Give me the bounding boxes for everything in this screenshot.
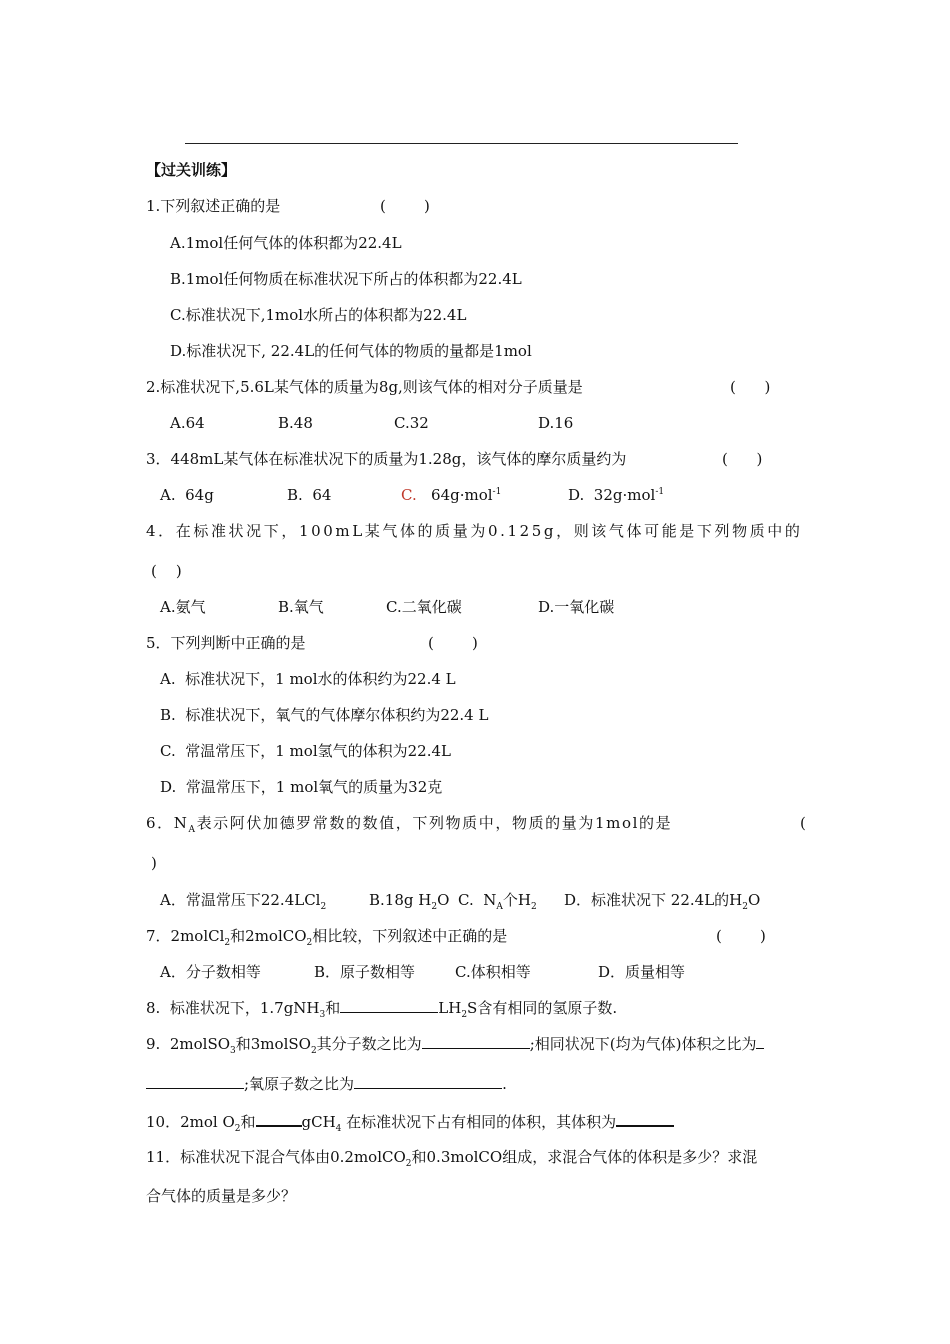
answer-blank: [616, 1111, 674, 1127]
question-1-option-c: C.标准状况下,1mol水所占的体积都为22.4L: [170, 306, 467, 324]
answer-blank: [422, 1034, 530, 1049]
question-7-option-c: C.体积相等: [455, 963, 531, 981]
question-11-line-2: 合气体的质量是多少？: [146, 1187, 297, 1205]
question-3-option-d: D. 32g·mol$^{-1}$: [568, 486, 665, 504]
question-2-option-b: B.48: [278, 414, 313, 432]
question-6-stem: 6．$N_A$表示阿伏加德罗常数的数值，下列物质中，物质的量为1mol的是: [146, 814, 673, 835]
question-9-line-1: 9. 2molSO$_3$和3molSO$_2$其分子数之比为 ;相同状况下(均为气体)体积之比为: [146, 1034, 764, 1054]
question-5-option-d: D. 常温常压下，1 mol氧气的质量为32克: [160, 778, 443, 796]
question-2-option-c: C.32: [394, 414, 429, 432]
question-5-option-a: A. 标准状况下，1 mol水的体积约为22.4 L: [160, 670, 456, 688]
question-4-paren: ( ): [151, 562, 182, 580]
question-7-option-a: A．分子数相等: [160, 963, 261, 981]
question-3-option-a: A. 64g: [160, 486, 214, 504]
question-6-option-c: C. $N_A$个$H_2$: [458, 891, 537, 912]
question-3-option-b: B. 64: [287, 486, 332, 504]
answer-blank: [340, 998, 438, 1013]
question-2-option-a: A.64: [170, 414, 205, 432]
question-7-paren: ( ): [716, 927, 766, 945]
question-6-paren-close: ): [151, 854, 157, 872]
answer-blank: [354, 1074, 502, 1089]
question-3-paren: ( ): [722, 450, 763, 468]
question-10: 10．2mol $O_2$和 gCH$_4$ 在标准状况下占有相同的体积，其体积为: [146, 1111, 674, 1132]
question-1-option-b: B.1mol任何物质在标准状况下所占的体积都为22.4L: [170, 270, 522, 288]
question-5-paren: ( ): [428, 634, 478, 652]
header-rule: [185, 143, 738, 144]
question-4-option-b: B.氧气: [278, 598, 324, 616]
question-2-paren: ( ): [730, 378, 771, 396]
question-3-stem: 3．448mL某气体在标准状况下的质量为1.28g，该气体的摩尔质量约为: [146, 450, 627, 468]
question-5-stem: 5．下列判断中正确的是: [146, 634, 306, 652]
question-1-option-a: A.1mol任何气体的体积都为22.4L: [170, 234, 402, 252]
section-title: 【过关训练】: [146, 161, 237, 179]
question-1-option-d: D.标准状况下, 22.4L的任何气体的物质的量都是1mol: [170, 342, 532, 360]
question-2-option-d: D.16: [538, 414, 574, 432]
question-9-line-2: ;氧原子数之比为 .: [146, 1074, 507, 1094]
answer-blank: [756, 1034, 764, 1049]
answer-blank: [146, 1074, 244, 1089]
question-6-paren-open: (: [800, 814, 806, 832]
question-3-option-c: C. 64g·mol$^{-1}$: [401, 486, 502, 504]
question-6-option-b: B.18g $H_2O$: [369, 891, 450, 912]
question-4-option-d: D.一氧化碳: [538, 598, 615, 616]
question-5-option-c: C. 常温常压下，1 mol氢气的体积为22.4L: [160, 742, 451, 760]
question-8: 8. 标准状况下，1.7gNH$_3$和 $LH_2S$含有相同的氢原子数.: [146, 999, 618, 1020]
question-6-option-d: D．标准状况下 22.4L的$H_2O$: [564, 891, 761, 912]
question-1-stem: 1.下列叙述正确的是: [146, 197, 281, 215]
question-7-option-d: D．质量相等: [598, 963, 686, 981]
question-6-option-a: A．常温常压下22.4LCl$_2$: [160, 891, 327, 912]
question-4-option-c: C.二氧化碳: [386, 598, 462, 616]
question-4-option-a: A.氨气: [160, 598, 206, 616]
question-2-stem: 2.标准状况下,5.6L某气体的质量为8g,则该气体的相对分子质量是: [146, 378, 583, 396]
question-7-stem: 7．2molCl$_2$和2molCO$_2$相比较，下列叙述中正确的是: [146, 927, 508, 948]
answer-blank: [256, 1111, 302, 1127]
question-11-line-1: 11．标准状况下混合气体由0.2molCO$_2$和0.3molCO组成，求混合气体的体积是多少？求混: [146, 1148, 758, 1169]
question-7-option-b: B．原子数相等: [314, 963, 416, 981]
question-4-stem: 4．在标准状况下，100mL某气体的质量为0.125g，则该气体可能是下列物质中的: [146, 522, 803, 540]
question-5-option-b: B. 标准状况下，氧气的气体摩尔体积约为22.4 L: [160, 706, 489, 724]
question-1-paren: ( ): [380, 197, 430, 215]
question-3-option-c-letter: C.: [401, 486, 417, 504]
